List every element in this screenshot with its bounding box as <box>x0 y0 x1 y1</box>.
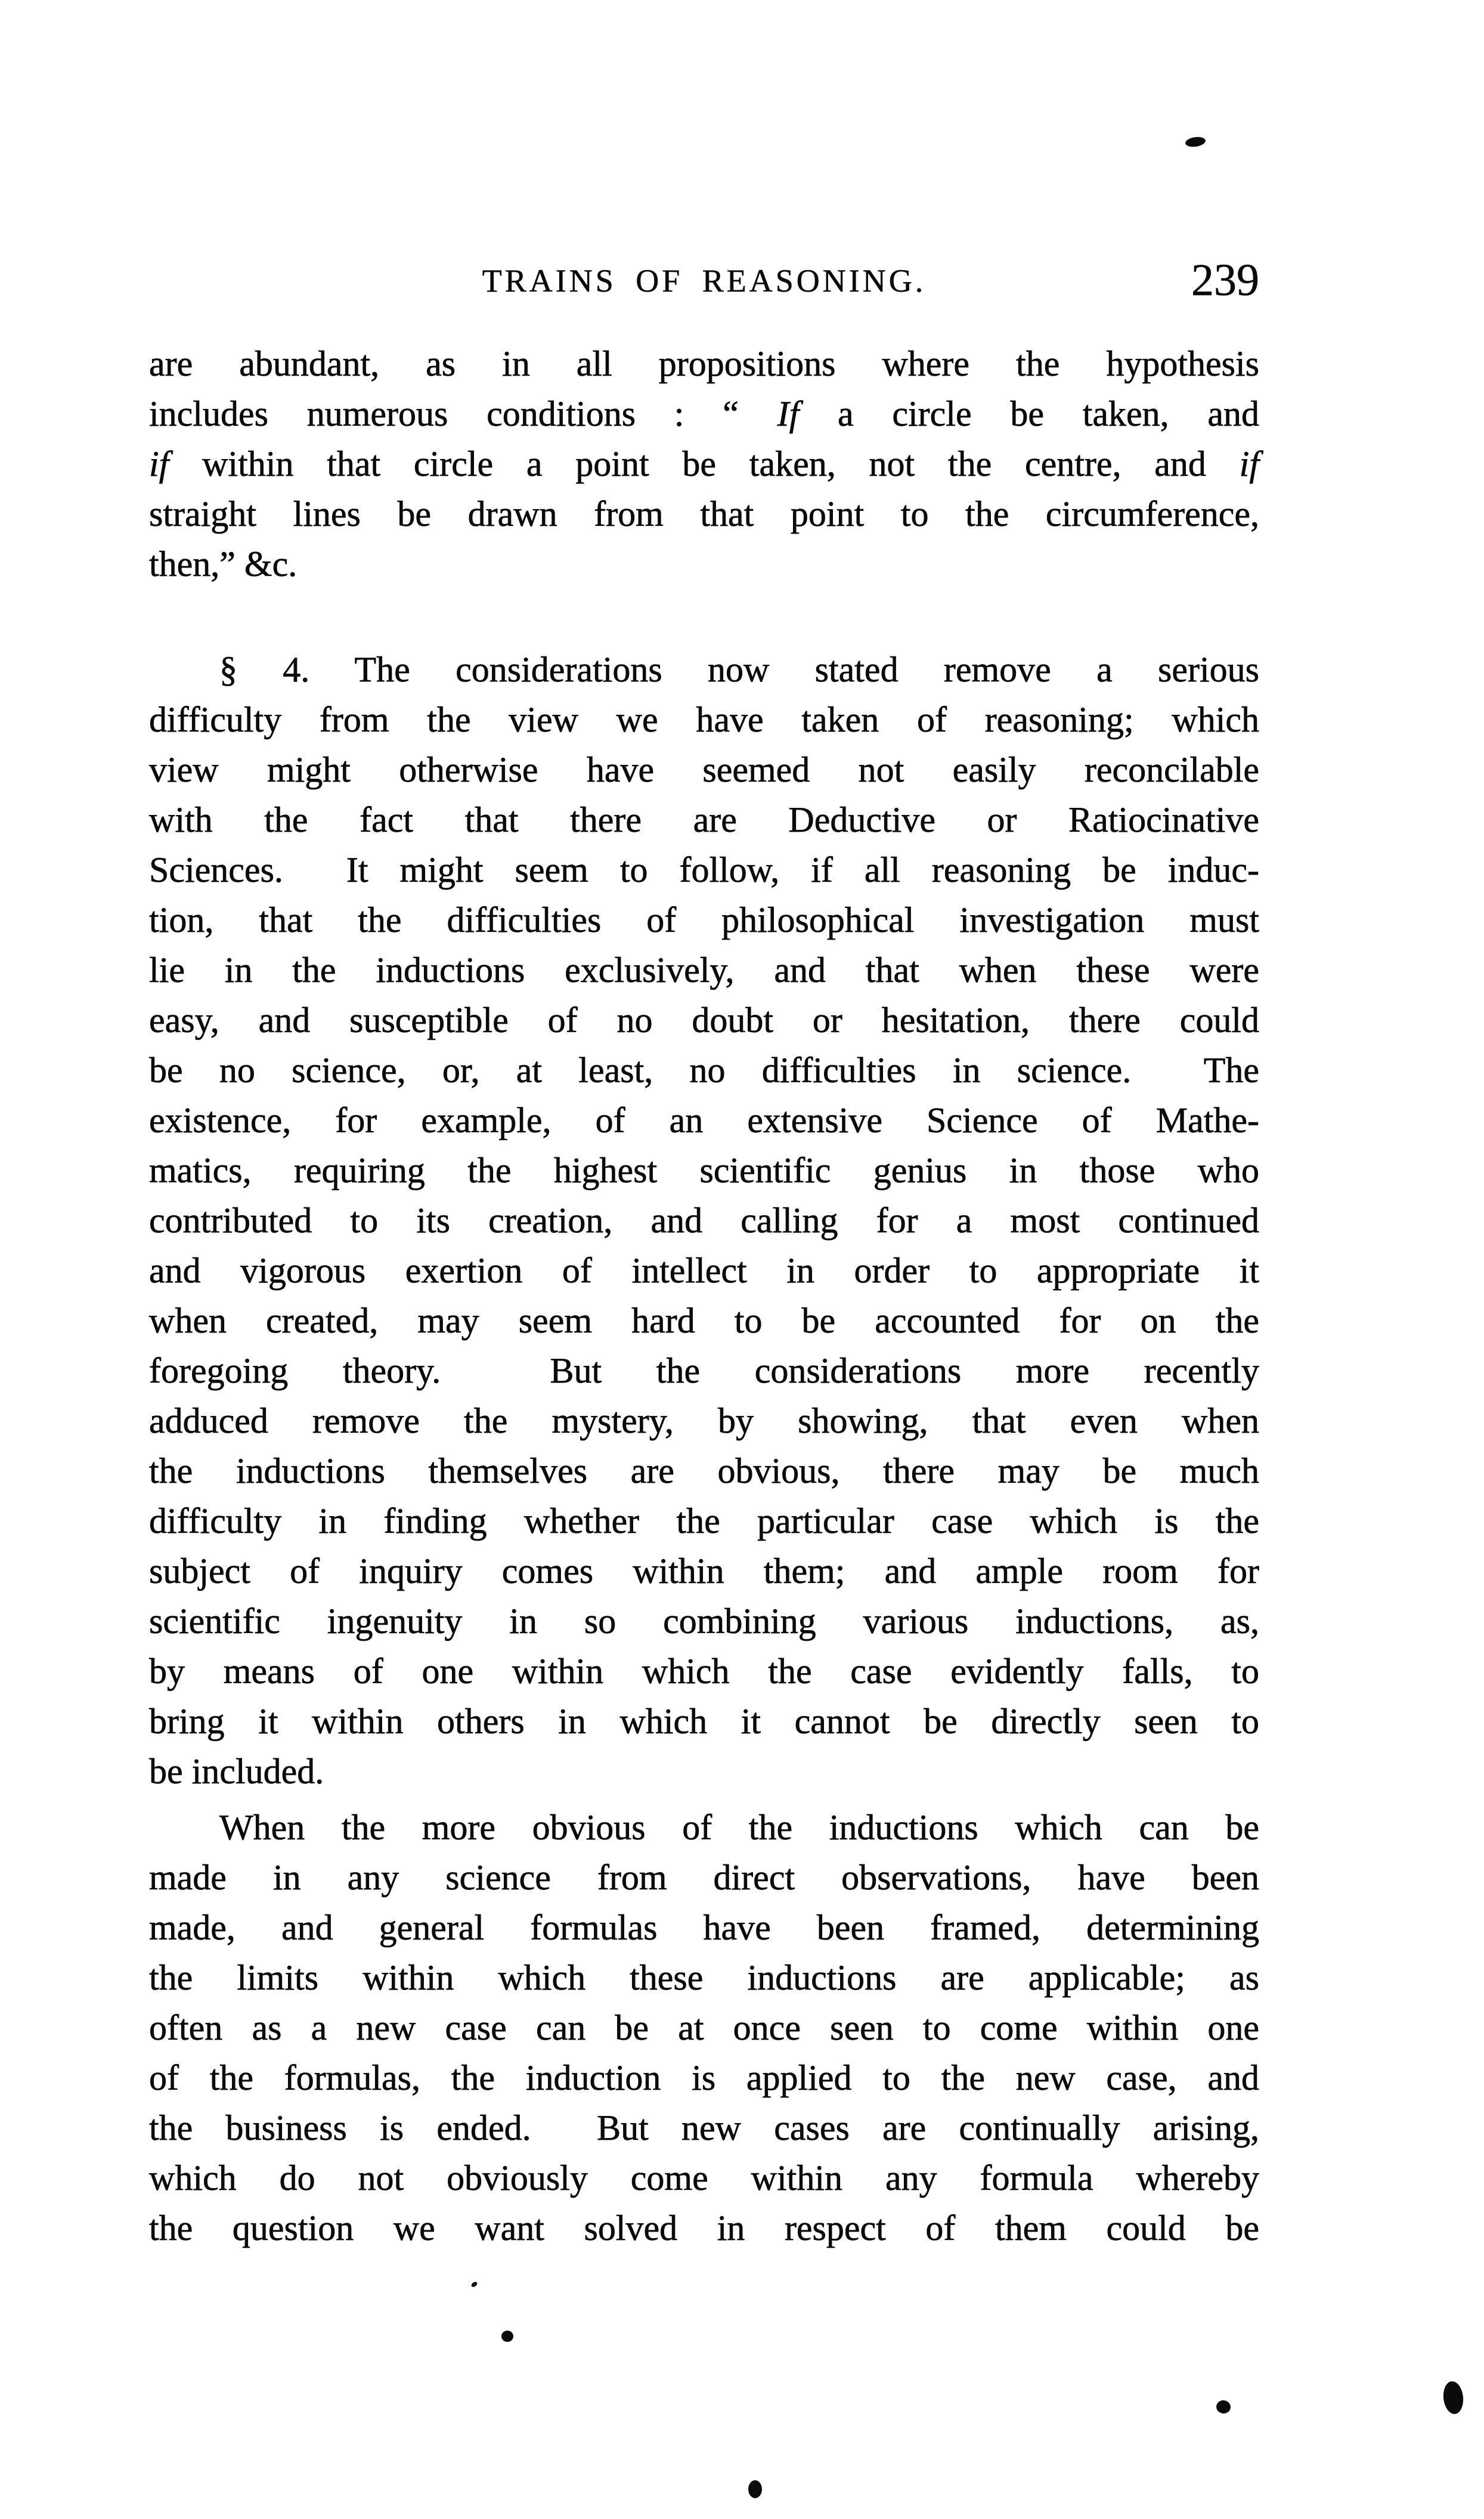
text-segment: contributed to its creation, and calling for a most continued <box>149 1201 1259 1240</box>
page-header <box>149 255 1259 326</box>
text-line <box>149 1546 1259 1596</box>
text-segment: existence, for example, of an extensive Science of Mathe- <box>149 1101 1259 1140</box>
text-line <box>149 1195 1259 1245</box>
text-line <box>149 895 1259 945</box>
text-segment: subject of inquiry comes within them; and ample room for <box>149 1551 1259 1591</box>
text-segment: a circle be taken, and <box>799 394 1259 433</box>
italic-text: if <box>149 444 169 484</box>
text-line <box>149 1346 1259 1396</box>
text-segment: view might otherwise have seemed not easily reconcilable <box>149 750 1259 789</box>
text-line <box>149 645 1259 695</box>
text-line <box>149 1746 1259 1796</box>
text-segment: the question we want solved in respect of them could be <box>149 2208 1259 2248</box>
text-line <box>149 489 1259 539</box>
text-segment: by means of one within which the case evidently falls, to <box>149 1652 1259 1691</box>
text-line <box>149 2103 1259 2153</box>
text-line <box>149 2203 1259 2253</box>
text-line <box>149 389 1259 439</box>
text-segment: difficulty in finding whether the particular case which is the <box>149 1501 1259 1541</box>
italic-text: If <box>777 394 800 433</box>
running-title: TRAINS OF REASONING. <box>482 263 927 299</box>
text-line <box>149 1596 1259 1646</box>
paragraph-p3 <box>149 1802 1259 2253</box>
text-segment: matics, requiring the highest scientific genius in those who <box>149 1151 1259 1190</box>
text-line <box>149 745 1259 795</box>
text-segment: lie in the inductions exclusively, and that when these were <box>149 950 1259 990</box>
text-segment: tion, that the difficulties of philosophical investigation must <box>149 900 1259 940</box>
text-segment: difficulty from the view we have taken of reasoning; which <box>149 700 1259 739</box>
text-segment: bring it within others in which it cannot be directly seen to <box>149 1702 1259 1741</box>
text-line <box>149 695 1259 745</box>
text-segment: made in any science from direct observations, have been <box>149 1858 1259 1897</box>
text-segment: which do not obviously come within any formula whereby <box>149 2158 1259 2198</box>
text-line <box>149 2153 1259 2203</box>
paragraph-p1 <box>149 339 1259 589</box>
text-line <box>149 1245 1259 1296</box>
text-segment: are abundant, as in all propositions where the hypothesis <box>149 344 1259 383</box>
text-segment: the limits within which these inductions are applicable; as <box>149 1958 1259 1997</box>
text-line <box>149 945 1259 995</box>
text-line <box>149 1802 1259 1852</box>
text-line <box>149 539 1259 589</box>
text-line <box>149 1953 1259 2003</box>
text-line <box>149 1446 1259 1496</box>
ink-speck-top-right <box>1185 136 1206 148</box>
text-line <box>149 2003 1259 2053</box>
text-segment: When the more obvious of the inductions which can be <box>219 1808 1259 1847</box>
text-segment: includes numerous conditions : “ <box>149 394 777 433</box>
page-number: 239 <box>1191 255 1259 305</box>
text-segment: Sciences. It might seem to follow, if all reasoning be induc- <box>149 850 1259 890</box>
text-line <box>149 845 1259 895</box>
text-segment: the business is ended. But new cases are continually arising, <box>149 2108 1259 2148</box>
ink-speck-dash-left <box>470 2281 478 2288</box>
text-line <box>149 1045 1259 1095</box>
text-segment: be no science, or, at least, no difficulties in science. The <box>149 1051 1259 1090</box>
text-line <box>149 1696 1259 1746</box>
text-line <box>149 995 1259 1045</box>
ink-speck-blob-far-right <box>1442 2380 1465 2415</box>
text-line <box>149 1296 1259 1346</box>
text-segment: of the formulas, the induction is applied to the new case, and <box>149 2058 1259 2097</box>
text-segment: adduced remove the mystery, by showing, that even when <box>149 1401 1259 1440</box>
text-segment: foregoing theory. But the considerations more recently <box>149 1351 1259 1390</box>
italic-text: if <box>1239 444 1259 484</box>
text-segment: straight lines be drawn from that point to the circumference, <box>149 494 1259 534</box>
text-segment: be included. <box>149 1752 324 1791</box>
paragraph-p2 <box>149 645 1259 1796</box>
text-segment: with the fact that there are Deductive or Ratiocinative <box>149 800 1259 839</box>
text-line <box>149 1095 1259 1145</box>
text-line <box>149 1852 1259 1903</box>
ink-speck-dot-bottom <box>748 2480 762 2498</box>
text-line <box>149 2053 1259 2103</box>
text-line <box>149 1396 1259 1446</box>
text-segment: then,” &c. <box>149 544 298 584</box>
text-segment: within that circle a point be taken, not the centre, and <box>169 444 1240 484</box>
text-segment: made, and general formulas have been framed, determining <box>149 1908 1259 1947</box>
text-line <box>149 439 1259 489</box>
text-line <box>149 795 1259 845</box>
text-line <box>149 1145 1259 1195</box>
text-segment: § 4. The considerations now stated remove a serious <box>219 650 1259 689</box>
text-line <box>149 1496 1259 1546</box>
text-segment: often as a new case can be at once seen to come within one <box>149 2008 1259 2047</box>
text-segment: easy, and susceptible of no doubt or hesitation, there could <box>149 1000 1259 1040</box>
ink-speck-dot-right <box>1216 2399 1232 2414</box>
text-line <box>149 1646 1259 1696</box>
text-segment: when created, may seem hard to be accounted for on the <box>149 1301 1259 1340</box>
text-segment: and vigorous exertion of intellect in order to appropriate it <box>149 1251 1259 1290</box>
text-segment: scientific ingenuity in so combining various inductions, as, <box>149 1601 1259 1641</box>
text-segment: the inductions themselves are obvious, there may be much <box>149 1451 1259 1491</box>
body-text <box>149 339 1259 2253</box>
ink-speck-dot-left <box>501 2331 513 2342</box>
text-line <box>149 339 1259 389</box>
text-line <box>149 1903 1259 1953</box>
